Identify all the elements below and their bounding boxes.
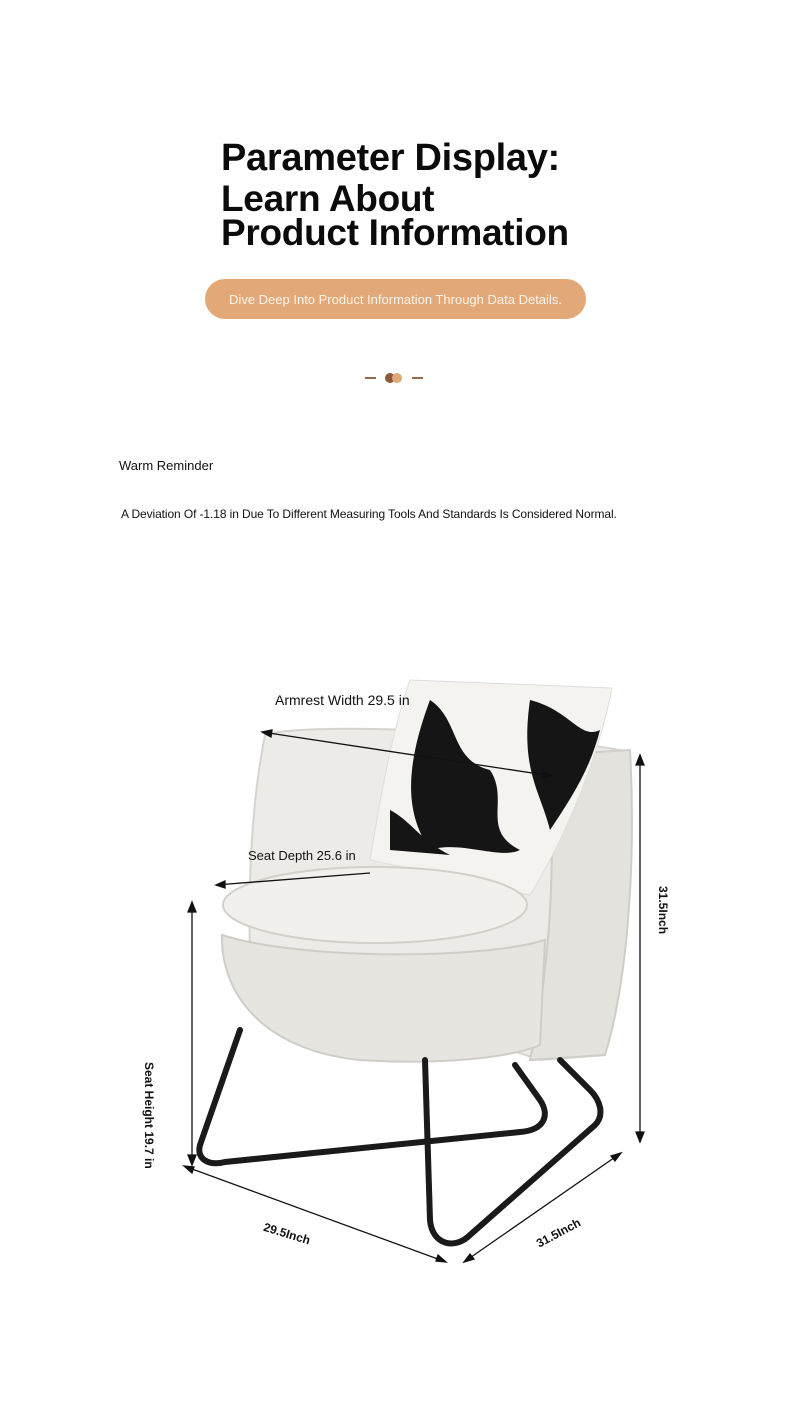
chair-illustration	[100, 660, 720, 1280]
width-label: 29.5Inch	[261, 1220, 312, 1248]
subtitle-pill: Dive Deep Into Product Information Through Data Details.	[205, 279, 586, 319]
divider-line-left	[365, 377, 376, 379]
decorative-divider	[365, 371, 423, 385]
armrest-width-label: Armrest Width 29.5 in	[275, 692, 410, 708]
reminder-text: A Deviation Of -1.18 in Due To Different Measuring Tools And Standards Is Considered Normal.	[121, 507, 617, 521]
divider-line-right	[412, 377, 423, 379]
title-line-1: Parameter Display:	[221, 137, 560, 179]
chair-dimension-diagram	[100, 660, 720, 1280]
reminder-title: Warm Reminder	[119, 458, 214, 473]
seat-cushion	[223, 867, 527, 943]
title-line-2: Learn About	[221, 178, 435, 219]
seat-height-label: Seat Height 19.7 in	[142, 1062, 156, 1169]
chair-base	[222, 935, 545, 1062]
total-height-label: 31.5Inch	[656, 886, 670, 935]
title-line-3: Product Information	[221, 212, 569, 253]
divider-dot-light	[392, 373, 402, 383]
depth-label: 31.5Inch	[534, 1215, 583, 1251]
seat-depth-label: Seat Depth 25.6 in	[248, 848, 356, 863]
page-title	[221, 137, 641, 253]
